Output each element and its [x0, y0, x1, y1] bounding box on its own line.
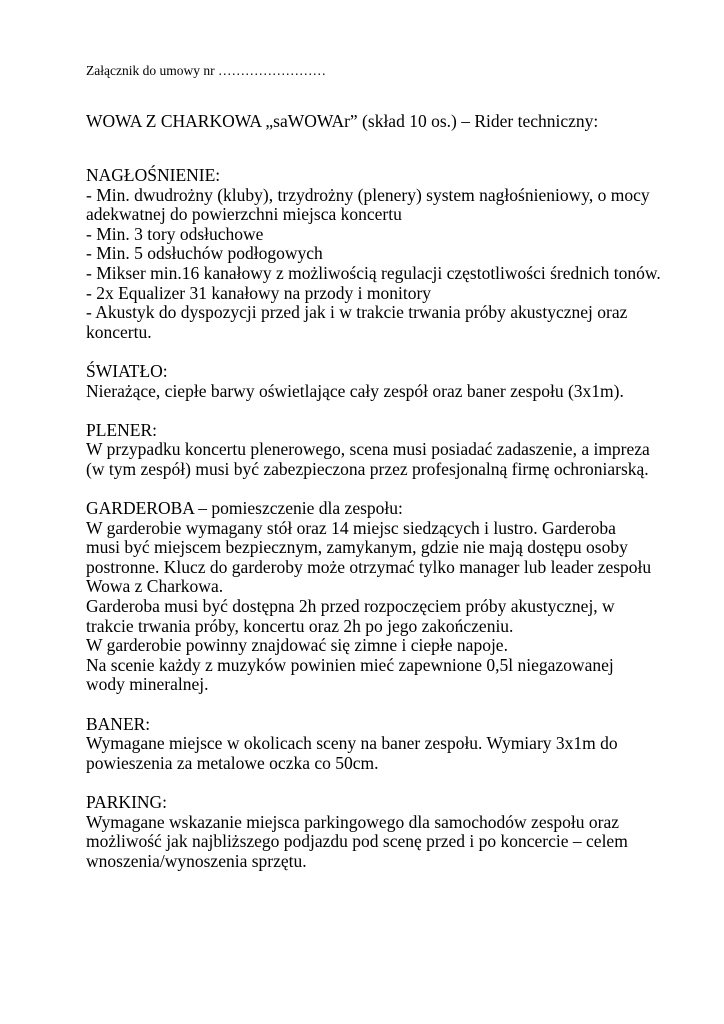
section-line: W garderobie wymagany stół oraz 14 miejsc siedzących i lustro. Garderoba: [86, 517, 616, 538]
section-line: postronne. Klucz do garderoby może otrzymać tylko manager lub leader zespołu: [86, 556, 652, 577]
document-body: [86, 166, 686, 891]
document-title: WOWA Z CHARKOWA „saWOWAr” (skład 10 os.) – Rider techniczny:: [86, 111, 599, 131]
section-line: - Min. 5 odsłuchów podłogowych: [86, 243, 323, 264]
section-heading: GARDEROBA – pomieszczenie dla zespołu:: [86, 498, 403, 519]
section-dressing-room: [86, 499, 686, 695]
section-heading: PARKING:: [86, 792, 168, 812]
section-heading: NAGŁOŚNIENIE:: [86, 165, 221, 185]
section-line: wody mineralnej.: [86, 674, 209, 695]
section-line: Garderoba musi być dostępna 2h przed rozpoczęciem próby akustycznej, w: [86, 596, 615, 617]
section-line: Wymagane miejsce w okolicach sceny na baner zespołu. Wymiary 3x1m do: [86, 733, 618, 754]
section-heading: PLENER:: [86, 419, 157, 440]
section-line: W garderobie powinny znajdować się zimne i ciepłe napoje.: [86, 635, 508, 656]
section-line: wnoszenia/wynoszenia sprzętu.: [86, 850, 307, 871]
section-line: - Akustyk do dyspozycji przed jak i w trakcie trwania próby akustycznej oraz: [86, 302, 628, 323]
section-line: możliwość jak najbliższego podjazdu pod scenę przed i po koncercie – celem: [86, 831, 628, 852]
section-heading: ŚWIATŁO:: [86, 360, 168, 381]
section-line: - Min. dwudrożny (kluby), trzydrożny (plenery) system nagłośnieniowy, o mocy: [86, 184, 650, 205]
section-line: musi być miejscem bezpiecznym, zamykanym, gdzie nie mają dostępu osoby: [86, 537, 628, 558]
section-line: trakcie trwania próby, koncertu oraz 2h po jego zakończeniu.: [86, 615, 514, 636]
section-lighting: [86, 362, 686, 401]
section-banner: [86, 715, 686, 774]
section-line: - Mikser min.16 kanałowy z możliwością regulacji częstotliwości średnich tonów.: [86, 262, 661, 283]
section-sound: [86, 166, 686, 342]
section-line: (w tym zespół) musi być zabezpieczona przez profesjonalną firmę ochroniarską.: [86, 458, 649, 479]
section-line: Wymagane wskazanie miejsca parkingowego dla samochodów zespołu oraz: [86, 811, 619, 832]
section-line: - 2x Equalizer 31 kanałowy na przody i monitory: [86, 282, 432, 303]
annex-reference: Załącznik do umowy nr ……………………: [86, 63, 326, 78]
section-heading: BANER:: [86, 713, 151, 734]
section-line: Na scenie każdy z muzyków powinien mieć zapewnione 0,5l niegazowanej: [86, 654, 614, 675]
section-line: W przypadku koncertu plenerowego, scena musi posiadać zadaszenie, a impreza: [86, 439, 650, 460]
section-line: koncertu.: [86, 321, 152, 342]
section-line: Nierażące, ciepłe barwy oświetlające cały zespół oraz baner zespołu (3x1m).: [86, 380, 624, 401]
section-parking: [86, 793, 686, 871]
section-line: adekwatnej do powierzchni miejsca koncertu: [86, 204, 402, 225]
section-line: - Min. 3 tory odsłuchowe: [86, 223, 264, 244]
section-outdoor: [86, 421, 686, 480]
section-line: Wowa z Charkowa.: [86, 576, 224, 597]
section-line: powieszenia za metalowe oczka co 50cm.: [86, 752, 379, 773]
